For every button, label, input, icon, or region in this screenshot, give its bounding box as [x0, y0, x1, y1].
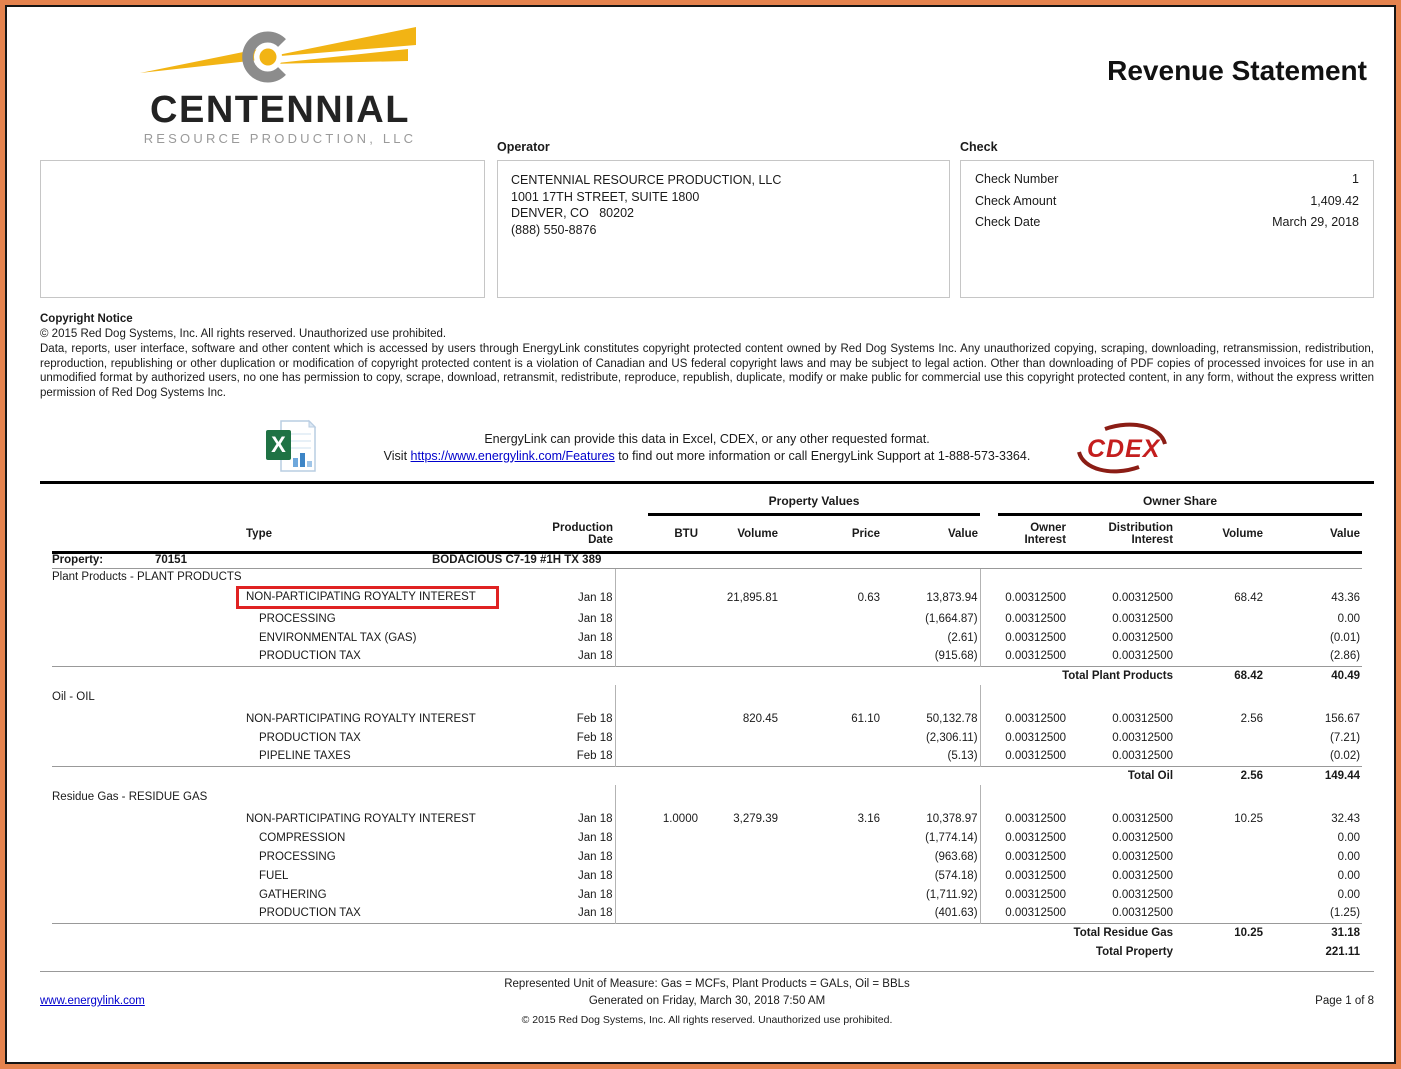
cell-distribution-interest: 0.00312500: [1112, 869, 1174, 882]
total-owner-volume: 10.25: [1175, 923, 1265, 942]
cell-owner-interest: 0.00312500: [980, 828, 1068, 847]
grand-total-value: 221.11: [1325, 945, 1361, 958]
property-label: Property:: [52, 553, 104, 566]
cell-owner-interest: 0.00312500: [980, 728, 1068, 747]
footer-copyright: © 2015 Red Dog Systems, Inc. All rights reserved. Unauthorized use prohibited.: [521, 1014, 893, 1026]
total-row: [52, 923, 1362, 942]
cell-distribution-interest: 0.00312500: [1112, 650, 1174, 663]
total-owner-volume: 68.42: [1175, 666, 1265, 685]
company-logo: [129, 27, 431, 146]
property-values-group-header: Property Values: [648, 494, 980, 516]
cell-production-date: Feb 18: [576, 712, 613, 725]
cell-owner-value: (7.21): [1330, 731, 1361, 744]
copyright-heading: Copyright Notice: [40, 313, 133, 325]
cell-production-date: Jan 18: [577, 591, 613, 604]
total-label: Total Residue Gas: [52, 923, 1175, 942]
check-number-value: 1: [1352, 172, 1359, 186]
cell-owner-value: 156.67: [1324, 712, 1361, 725]
energylink-features-link[interactable]: https://www.energylink.com/Features: [410, 448, 615, 463]
cell-value: (2.61): [947, 631, 978, 644]
table-row: [52, 586, 1362, 609]
cell-owner-value: 0.00: [1337, 850, 1361, 863]
cell-distribution-interest: 0.00312500: [1112, 888, 1174, 901]
table-row: [52, 866, 1362, 885]
property-number: 70151: [155, 553, 187, 566]
cell-owner-interest: 0.00312500: [980, 647, 1068, 666]
cell-distribution-interest: 0.00312500: [1112, 631, 1174, 644]
cell-production-date: Jan 18: [577, 888, 613, 901]
header-boxes: [40, 140, 1374, 298]
cell-owner-interest: 0.00312500: [980, 866, 1068, 885]
cell-owner-value: 0.00: [1337, 831, 1361, 844]
operator-box: [497, 160, 950, 298]
section-header-row: [52, 568, 1362, 586]
cdex-text: CDEX: [1087, 435, 1161, 463]
energylink-banner: [40, 410, 1374, 484]
table-row: [52, 885, 1362, 904]
empty-box-column: [40, 140, 485, 298]
cell-type: FUEL: [259, 869, 289, 882]
cell-production-date: Jan 18: [577, 631, 613, 644]
cell-production-date: Jan 18: [577, 612, 613, 625]
cell-production-date: Feb 18: [576, 750, 613, 763]
column-header-row: [52, 518, 1362, 552]
col-owner-value: Value: [1265, 518, 1362, 552]
cell-value: (574.18): [934, 869, 978, 882]
cell-type: PROCESSING: [259, 612, 336, 625]
cell-owner-value: (2.86): [1330, 650, 1361, 663]
cell-volume: 820.45: [742, 712, 778, 725]
table-row: [52, 747, 1362, 766]
cell-owner-interest: 0.00312500: [980, 628, 1068, 647]
grand-total-row: [52, 942, 1362, 961]
operator-column: [497, 140, 950, 298]
cell-owner-volume: 2.56: [1240, 712, 1264, 725]
statement-page: [5, 5, 1396, 1064]
banner-support-text: to find out more information or call EnergyLink Support at 1-888-573-3364.: [614, 448, 1031, 463]
cell-owner-value: 0.00: [1337, 888, 1361, 901]
total-label: Total Oil: [52, 766, 1175, 785]
total-owner-value: 149.44: [1265, 766, 1362, 785]
cell-owner-interest: 0.00312500: [980, 709, 1068, 728]
cell-production-date: Jan 18: [577, 812, 613, 825]
cell-owner-value: 0.00: [1337, 612, 1361, 625]
check-label: Check: [960, 140, 998, 154]
col-type: Type: [52, 518, 520, 552]
cell-production-date: Feb 18: [576, 731, 613, 744]
cell-value: 10,378.97: [926, 812, 978, 825]
table-row: [52, 728, 1362, 747]
col-volume: Volume: [700, 518, 780, 552]
cell-owner-volume: 10.25: [1234, 812, 1264, 825]
cdex-logo: [1075, 422, 1171, 474]
cell-production-date: Jan 18: [577, 869, 613, 882]
total-row: [52, 766, 1362, 785]
copyright-body: Data, reports, user interface, software and other content which is accessed by users through EnergyLink constitutes copyright protected content owned by Red Dog Systems Inc. Any unauthorized copying, scraping, downloading, retransmission, redistribution, reproduction, republishing or other duplication or modification of copyright protected content is a violation of Canadian and US federal copyright laws and may be subject to legal action. Other than downloading of PDF copies of processed invoices for use in an unmodified format by authorized users, no one has permission to copy, scrape, download, retransmit, redistribute, reproduce, republish, duplicate, modify or make public for commercial use this copyright protected content, in any form, without the express written permission of Red Dog Systems Inc.: [40, 343, 1374, 399]
cell-distribution-interest: 0.00312500: [1112, 712, 1174, 725]
col-production-date: Production Date: [520, 518, 615, 552]
cell-price: 0.63: [857, 591, 880, 604]
cell-distribution-interest: 0.00312500: [1112, 850, 1174, 863]
col-price: Price: [780, 518, 882, 552]
cell-volume: 3,279.39: [733, 812, 778, 825]
cell-owner-value: 43.36: [1331, 591, 1361, 604]
cell-value: 13,873.94: [926, 591, 978, 604]
total-owner-value: 31.18: [1265, 923, 1362, 942]
cell-owner-value: (0.02): [1330, 750, 1361, 763]
operator-city: DENVER, CO 80202: [511, 206, 634, 220]
cell-value: 50,132.78: [926, 712, 978, 725]
cell-type: PRODUCTION TAX: [259, 907, 361, 920]
cell-value: (963.68): [934, 850, 978, 863]
copyright-notice: [40, 311, 1374, 400]
check-amount-value: 1,409.42: [1310, 193, 1359, 208]
cell-volume: 21,895.81: [726, 591, 778, 604]
table-row: [52, 809, 1362, 828]
cell-owner-interest: 0.00312500: [980, 885, 1068, 904]
cell-distribution-interest: 0.00312500: [1112, 812, 1174, 825]
centennial-logo-icon: [140, 27, 420, 85]
cell-type: ENVIRONMENTAL TAX (GAS): [259, 631, 417, 644]
svg-text:X: X: [271, 432, 286, 457]
section-title: Residue Gas - RESIDUE GAS: [52, 791, 208, 803]
total-label: Total Plant Products: [52, 666, 1175, 685]
cell-distribution-interest: 0.00312500: [1112, 907, 1174, 920]
cell-value: (2,306.11): [925, 731, 978, 744]
cell-distribution-interest: 0.00312500: [1112, 591, 1174, 604]
check-box: [960, 160, 1374, 298]
table-row: [52, 828, 1362, 847]
cell-production-date: Jan 18: [577, 850, 613, 863]
check-date-label: Check Date: [975, 215, 1041, 229]
cell-distribution-interest: 0.00312500: [1112, 612, 1174, 625]
total-owner-volume: 2.56: [1175, 766, 1265, 785]
cell-value: (5.13): [947, 750, 978, 763]
cell-owner-interest: 0.00312500: [980, 609, 1068, 628]
cell-type: NON-PARTICIPATING ROYALTY INTEREST: [246, 591, 476, 603]
logo-name: CENTENNIAL: [150, 89, 410, 131]
energylink-home-link[interactable]: www.energylink.com: [40, 995, 145, 1007]
operator-street: 1001 17TH STREET, SUITE 1800: [511, 189, 700, 204]
col-value: Value: [882, 518, 980, 552]
property-name: BODACIOUS C7-19 #1H TX 389: [432, 553, 602, 566]
cell-owner-interest: 0.00312500: [980, 809, 1068, 828]
logo-subtitle: RESOURCE PRODUCTION, LLC: [143, 131, 417, 146]
owner-address-box: [40, 160, 485, 298]
cell-type: GATHERING: [259, 888, 327, 901]
table-row: [52, 904, 1362, 923]
cell-btu: 1.0000: [615, 809, 700, 828]
cell-owner-interest: 0.00312500: [980, 586, 1068, 609]
check-date-row: [975, 212, 1359, 234]
section-header-row: [52, 785, 1362, 809]
grand-total-label: Total Property: [1095, 945, 1174, 958]
property-row: [52, 552, 1362, 568]
table-row: [52, 709, 1362, 728]
cell-production-date: Jan 18: [577, 650, 613, 663]
owner-share-group-header: Owner Share: [998, 494, 1362, 516]
total-owner-value: 40.49: [1265, 666, 1362, 685]
table-row: [52, 609, 1362, 628]
section-title: Plant Products - PLANT PRODUCTS: [52, 571, 242, 584]
banner-visit-text: Visit: [383, 448, 411, 463]
cell-owner-value: (0.01): [1330, 631, 1361, 644]
cell-value: (1,664.87): [925, 612, 978, 625]
total-row: [52, 666, 1362, 685]
cell-value: (401.63): [934, 907, 978, 920]
cell-type: PRODUCTION TAX: [259, 731, 361, 744]
cell-price: 61.10: [851, 712, 880, 725]
cell-owner-interest: 0.00312500: [980, 847, 1068, 866]
cell-type: PRODUCTION TAX: [259, 650, 361, 663]
section-title: Oil - OIL: [52, 691, 95, 703]
cell-owner-volume: 68.42: [1234, 591, 1264, 604]
col-owner-volume: Volume: [1175, 518, 1265, 552]
cell-distribution-interest: 0.00312500: [1112, 750, 1174, 763]
check-number-label: Check Number: [975, 172, 1059, 186]
table-row: [52, 647, 1362, 666]
page-number: Page 1 of 8: [1315, 995, 1374, 1007]
cell-type: PIPELINE TAXES: [259, 750, 351, 763]
cell-production-date: Jan 18: [577, 907, 613, 920]
cell-owner-value: 32.43: [1331, 812, 1361, 825]
check-column: [960, 140, 1374, 298]
check-number-row: [975, 169, 1359, 191]
cell-value: (915.68): [934, 650, 978, 663]
page-footer: [40, 971, 1374, 1028]
cell-type: COMPRESSION: [259, 831, 346, 844]
cell-type: PROCESSING: [259, 850, 336, 863]
check-date-value: March 29, 2018: [1272, 215, 1359, 229]
cell-owner-interest: 0.00312500: [980, 747, 1068, 766]
copyright-line1: © 2015 Red Dog Systems, Inc. All rights reserved. Unauthorized use prohibited.: [40, 328, 447, 340]
unit-of-measure-line: Represented Unit of Measure: Gas = MCFs, Plant Products = GALs, Oil = BBLs: [504, 978, 910, 990]
cell-value: (1,774.14): [925, 831, 978, 844]
cell-owner-value: 0.00: [1337, 869, 1361, 882]
section-header-row: [52, 685, 1362, 709]
col-owner-interest: Owner Interest: [980, 518, 1068, 552]
cell-price: 3.16: [857, 812, 880, 825]
check-amount-label: Check Amount: [975, 193, 1057, 208]
cell-production-date: Jan 18: [577, 831, 613, 844]
operator-label: Operator: [497, 140, 550, 154]
cell-owner-value: (1.25): [1330, 907, 1361, 920]
page-title: Revenue Statement: [1107, 55, 1367, 86]
col-btu: BTU: [615, 518, 700, 552]
banner-line1: EnergyLink can provide this data in Excel, CDEX, or any other requested format.: [484, 432, 930, 446]
check-amount-row: [975, 191, 1359, 213]
operator-name: CENTENNIAL RESOURCE PRODUCTION, LLC: [511, 173, 782, 187]
operator-phone: (888) 550-8876: [511, 222, 597, 237]
cell-distribution-interest: 0.00312500: [1112, 731, 1174, 744]
cell-distribution-interest: 0.00312500: [1112, 831, 1174, 844]
banner-line2: [40, 448, 1374, 465]
generated-timestamp: Generated on Friday, March 30, 2018 7:50 AM: [588, 995, 826, 1007]
cell-owner-interest: 0.00312500: [980, 904, 1068, 923]
revenue-table: [52, 492, 1362, 961]
table-row: [52, 847, 1362, 866]
excel-icon: [265, 418, 319, 474]
cell-type: NON-PARTICIPATING ROYALTY INTEREST: [246, 712, 476, 725]
cell-value: (1,711.92): [925, 888, 978, 901]
col-distribution-interest: Distribution Interest: [1068, 518, 1175, 552]
highlight-box: [236, 586, 499, 609]
table-row: [52, 628, 1362, 647]
cell-type: NON-PARTICIPATING ROYALTY INTEREST: [246, 812, 476, 825]
group-header-row: [52, 492, 1362, 518]
